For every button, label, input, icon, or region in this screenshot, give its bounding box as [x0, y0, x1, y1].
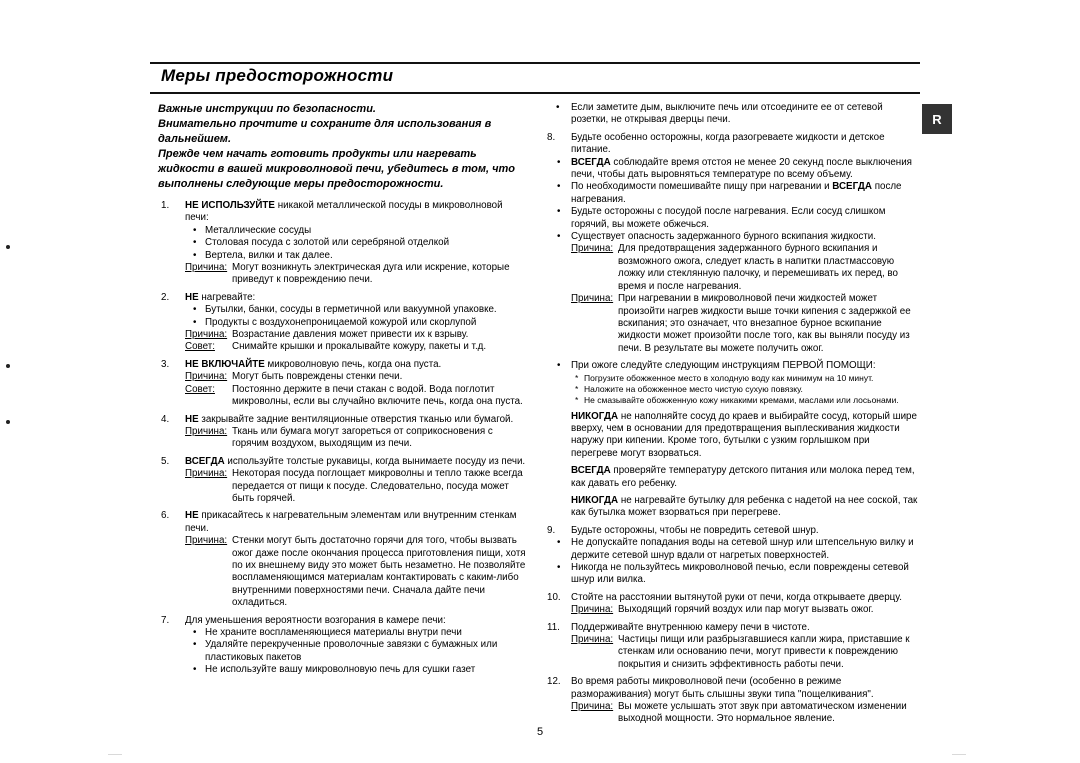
paragraph: [571, 495, 918, 520]
bullet-icon: •: [193, 249, 197, 261]
safety-item: [544, 525, 918, 587]
bullet-line: [557, 206, 918, 231]
bullet-line: [185, 317, 526, 329]
text-segment: НЕ: [185, 291, 199, 303]
bullet-icon: •: [193, 224, 197, 236]
text-segment: используйте толстые рукавицы, когда вынимаете посуду из печи.: [224, 455, 526, 467]
text-segment: НИКОГДА: [571, 494, 619, 506]
bullet-text: Бутылки, банки, сосуды в герметичной или вакуумной упаковке.: [205, 304, 497, 316]
bullet-text: [571, 157, 918, 182]
text-segment: НЕ ВКЛЮЧАЙТЕ: [185, 358, 265, 370]
text-segment: соблюдайте время отстоя не менее 20 секунд после выключения печи, чтобы дать выровняться температуре по всему объему.: [571, 156, 912, 181]
labeled-line: [185, 329, 526, 341]
text-segment: По необходимости помешивайте пищу при нагревании и: [571, 181, 833, 193]
asterisk-icon: *: [575, 372, 579, 383]
asterisk-icon: *: [575, 394, 579, 405]
labeled-line: [185, 371, 526, 383]
paragraph: [571, 411, 918, 461]
safety-item: [544, 622, 918, 672]
right-column: [544, 102, 918, 731]
labeled-line: [185, 384, 526, 409]
line-label: Причина:: [185, 371, 228, 383]
r-index-tab: [922, 104, 952, 134]
item-number: 8.: [547, 131, 556, 143]
line-label: Причина:: [571, 701, 614, 713]
bullet-text: Вертела, вилки и так далее.: [205, 249, 333, 261]
label-text: Частицы пищи или разбрызгавшиеся капли жира, приставшие к стенкам или основанию печи, могут привести к повреждению покрытия и снизить эффективность работы печи.: [618, 634, 910, 670]
text-segment: не нагревайте бутылку для ребенка с надетой на нее соской, так как бутылка может взорваться при перегреве.: [571, 494, 918, 519]
first-aid-text: Не смазывайте обожженную кожу никакими кремами, маслами или лосьонами.: [584, 394, 899, 405]
line-label: Причина:: [571, 293, 614, 305]
item-heading: [185, 456, 526, 468]
label-text: Для предотвращения задержанного бурного вскипания и возможного ожога, следует класть в напитки пластмассовую ложку или стеклянную палочку, и перемешивать их перед, во время и после нагревания.: [618, 243, 898, 292]
label-text: Могут быть повреждены стенки печи.: [232, 371, 403, 383]
first-aid-text: Наложите на обожженное место чистую сухую повязку.: [584, 383, 803, 394]
text-segment: микроволновую печь, когда она пуста.: [264, 358, 442, 370]
bullet-text: Металлические сосуды: [205, 224, 312, 236]
label-text: При нагревании в микроволновой печи жидкостей может произойти нагрев жидкости выше точки кипения с задержкой ее вскипания; это означает, что внезапное бурное вскипание жидкости может произойти после того, как вы выняли посуду из печи. В результате вы можете получить ожог.: [618, 293, 911, 354]
r-tab-label: R: [932, 111, 942, 127]
text-segment: НИКОГДА: [571, 410, 619, 422]
item-content: [571, 622, 918, 672]
item-heading: [185, 510, 526, 535]
bullet-icon: •: [193, 237, 197, 249]
text-segment: никакой металлической посуды в микроволновой печи:: [185, 200, 503, 224]
labeled-line: [185, 262, 526, 287]
item-number: 12.: [547, 676, 561, 688]
bullet-text: При ожоге следуйте следующим инструкциям ПЕРВОЙ ПОМОЩИ:: [571, 360, 876, 372]
text-segment: НЕ: [185, 510, 199, 522]
item-number: 6.: [161, 510, 170, 522]
first-aid-text: Погрузите обожженное место в холодную воду как минимум на 10 минут.: [584, 372, 874, 383]
item-content: [185, 414, 526, 451]
line-label: Причина:: [571, 604, 614, 616]
item-heading: Поддерживайте внутреннюю камеру печи в чистоте.: [571, 621, 810, 633]
page-title: Меры предосторожности: [161, 66, 394, 85]
item-number: 10.: [547, 591, 561, 603]
line-label: Причина:: [185, 425, 228, 437]
label-text: Возрастание давления может привести их к взрыву.: [232, 329, 469, 341]
bullet-icon: •: [557, 537, 561, 549]
asterisk-icon: *: [575, 383, 579, 394]
safety-item: [158, 456, 526, 506]
first-aid-line: [571, 373, 918, 384]
label-text: Некоторая посуда поглощает микроволны и тепло также всегда передается от пищи к посуде. Следовательно, посуда может быть горячей.: [232, 468, 523, 504]
text-segment: НЕ: [185, 413, 199, 425]
safety-item: [158, 615, 526, 677]
label-text: Выходящий горячий воздух или пар могут вызвать ожог.: [618, 604, 874, 616]
first-aid-line: [571, 384, 918, 395]
bullet-text: Существует опасность задержанного бурного вскипания жидкости.: [571, 231, 876, 243]
item-content: [571, 676, 918, 726]
item-content: [185, 456, 526, 506]
crop-mark: [952, 754, 966, 755]
item-content: [185, 615, 526, 677]
item-content: [185, 359, 526, 409]
margin-dot: [6, 420, 10, 424]
item-number: 11.: [547, 621, 560, 633]
item-number: 1.: [161, 200, 170, 211]
bullet-icon: •: [557, 360, 561, 372]
bullet-icon: •: [193, 304, 197, 316]
text-segment: ВСЕГДА: [832, 181, 872, 193]
item-content: [185, 510, 526, 609]
crop-mark: [108, 754, 122, 755]
safety-item: [544, 132, 918, 520]
margin-dot: [6, 364, 10, 368]
line-label: Причина:: [185, 535, 228, 547]
safety-item: [158, 414, 526, 451]
bullet-text: [571, 181, 918, 206]
safety-item: [158, 510, 526, 609]
left-column: [158, 102, 526, 682]
bullet-line: [557, 562, 918, 587]
bullet-text: Не храните воспламеняющиеся материалы внутри печи: [205, 627, 462, 638]
bullet-icon: •: [193, 627, 197, 638]
bullet-icon: •: [193, 316, 197, 328]
text-segment: после нагревания.: [571, 181, 902, 205]
line-label: Причина:: [185, 468, 228, 480]
text-segment: НЕ ИСПОЛЬЗУЙТЕ: [185, 200, 275, 211]
item-heading: Если заметите дым, выключите печь или отсоедините ее от сетевой розетки, не открывая дверцы печи.: [571, 102, 883, 126]
item-heading: [185, 292, 526, 304]
bullet-line: [557, 156, 918, 182]
bullet-text: Будьте осторожны с посудой после нагревания. Если сосуд слишком горячий, вы можете обжечься.: [571, 206, 886, 230]
bullet-text: Столовая посуда с золотой или серебряной отделкой: [205, 237, 450, 249]
text-segment: ВСЕГДА: [571, 156, 611, 168]
line-label: Причина:: [571, 634, 614, 646]
bullet-text: Удаляйте перекрученные проволочные завязки с бумажных или пластиковых пакетов: [205, 639, 498, 663]
bullet-line: [557, 231, 918, 243]
safety-intro: [158, 102, 526, 192]
item-heading: Для уменьшения вероятности возгорания в камере печи:: [185, 614, 446, 626]
page-number: 5: [536, 726, 544, 738]
item-content: [571, 102, 918, 127]
bullet-icon: •: [557, 562, 561, 573]
text-segment: не наполняйте сосуд до краев и выбирайте сосуд, который шире вверху, чем в основании для предотвращения выплескивания жидкости наружу при кипении. Кроме того, бутылки с узким горлышком при перегреве могут взорваться.: [571, 410, 917, 459]
bullet-line: [185, 639, 526, 664]
bullet-icon: •: [193, 664, 197, 676]
bullet-line: [185, 304, 526, 316]
line-label: Причина:: [185, 329, 228, 341]
text-segment: проверяйте температуру детского питания или молока перед тем, как давать его ребенку.: [571, 465, 915, 489]
label-text: Ткань или бумага могут загореться от соприкосновения с горячим воздухом, выходящим из печи.: [232, 425, 493, 450]
labeled-line: [571, 293, 918, 355]
item-heading: Будьте осторожны, чтобы не повредить сетевой шнур.: [571, 524, 819, 536]
item-content: [557, 524, 918, 587]
bullet-icon: •: [557, 231, 561, 243]
bullet-text: Не допускайте попадания воды на сетевой шнур или штепсельную вилку и держите сетевой шнур вдали от нагретых поверхностей.: [571, 537, 914, 561]
safety-item: [544, 592, 918, 617]
title-rule-bottom: [150, 92, 920, 94]
bullet-line: [185, 627, 526, 639]
item-number: 5.: [161, 455, 170, 467]
bullet-icon: •: [556, 102, 560, 113]
bullet-text: Продукты с воздухонепроницаемой кожурой или скорлупой: [205, 316, 477, 328]
paragraph: [571, 465, 918, 490]
safety-list-left: [158, 200, 526, 677]
safety-item: [158, 359, 526, 409]
bullet-text: Никогда не пользуйтесь микроволновой печью, если повреждены сетевой шнур или вилка.: [571, 562, 909, 586]
label-text: Постоянно держите в печи стакан с водой. Вода поглотит микроволны, если вы случайно включите печь, когда она пуста.: [232, 383, 523, 408]
first-aid-line: [571, 395, 918, 406]
bullet-line: [557, 537, 918, 562]
line-label: Причина:: [571, 243, 614, 255]
text-segment: ВСЕГДА: [571, 465, 611, 477]
bullet-icon: •: [557, 206, 561, 218]
safety-item: [544, 102, 918, 127]
item-number: 2.: [161, 291, 170, 303]
safety-item: [158, 292, 526, 354]
item-heading: Будьте особенно осторожны, когда разогреваете жидкости и детское питание.: [571, 131, 885, 156]
bullet-icon: •: [557, 156, 561, 168]
line-label: Причина:: [185, 262, 228, 274]
margin-dot: [6, 245, 10, 249]
labeled-line: [571, 634, 918, 671]
labeled-line: [185, 341, 526, 353]
labeled-line: [185, 535, 526, 609]
bullet-icon: •: [193, 639, 197, 651]
label-text: Вы можете услышать этот звук при автоматическом изменении выходной мощности. Это нормальное явление.: [618, 701, 907, 725]
safety-item: [544, 676, 918, 726]
text-segment: прикасайтесь к нагревательным элементам или внутренним стенкам печи.: [185, 510, 517, 534]
item-content: [185, 292, 526, 354]
bullet-line: [185, 225, 526, 237]
bullet-line: [557, 181, 918, 206]
item-content: [571, 592, 918, 617]
label-text: Стенки могут быть достаточно горячи для того, чтобы вызвать ожог даже после окончания процесса приготовления пищи, хотя по их внешнему виду это может быть незаметно. Не позволяйте воспламеняющимся материалам контактировать с каким-либо внутренними поверхностями печи. Сначала дайте печи охладиться.: [232, 535, 526, 609]
safety-item: [158, 200, 526, 287]
labeled-line: [185, 468, 526, 505]
item-heading: [185, 414, 526, 426]
title-rule-top: [150, 62, 920, 64]
line-label: Совет:: [185, 341, 215, 353]
line-label: Совет:: [185, 383, 215, 395]
bullet-line: [185, 237, 526, 249]
label-text: Могут возникнуть электрическая дуга или искрение, которые приведут к повреждению печи.: [232, 262, 510, 286]
item-heading: [185, 200, 526, 225]
item-heading: [185, 359, 526, 371]
bullet-line: [185, 664, 526, 676]
item-number: 3.: [161, 358, 170, 370]
intro-line: Важные инструкции по безопасности.: [158, 103, 376, 115]
label-text: Снимайте крышки и прокалывайте кожуру, пакеты и т.д.: [232, 341, 487, 353]
intro-line: Внимательно прочтите и сохраните для использования в дальнейшем.: [158, 118, 492, 145]
item-number: 7.: [161, 614, 170, 626]
bullet-line: [185, 250, 526, 262]
bullet-line: [557, 360, 918, 372]
item-content: [185, 200, 526, 287]
text-segment: ВСЕГДА: [185, 455, 225, 467]
labeled-line: [185, 426, 526, 451]
text-segment: нагревайте:: [198, 291, 256, 303]
item-number: 4.: [161, 413, 170, 425]
labeled-line: [571, 243, 918, 293]
item-number: 9.: [547, 524, 556, 536]
text-segment: закрывайте задние вентиляционные отверстия тканью или бумагой.: [198, 413, 514, 425]
labeled-line: [571, 604, 918, 616]
item-heading: Во время работы микроволновой печи (особенно в режиме размораживания) могут быть слышны звуки типа "пощелкивания".: [571, 676, 874, 700]
bullet-text: Не используйте вашу микроволновую печь для сушки газет: [205, 664, 476, 676]
bullet-icon: •: [557, 181, 561, 193]
labeled-line: [571, 701, 918, 726]
item-heading: Стойте на расстоянии вытянутой руки от печи, когда открываете дверцу.: [571, 591, 902, 603]
intro-line: Прежде чем начать готовить продукты или нагревать жидкости в вашей микроволновой печи, убедитесь в том, что выполнены следующие меры предосторожности.: [158, 148, 515, 190]
item-content: [557, 131, 918, 520]
